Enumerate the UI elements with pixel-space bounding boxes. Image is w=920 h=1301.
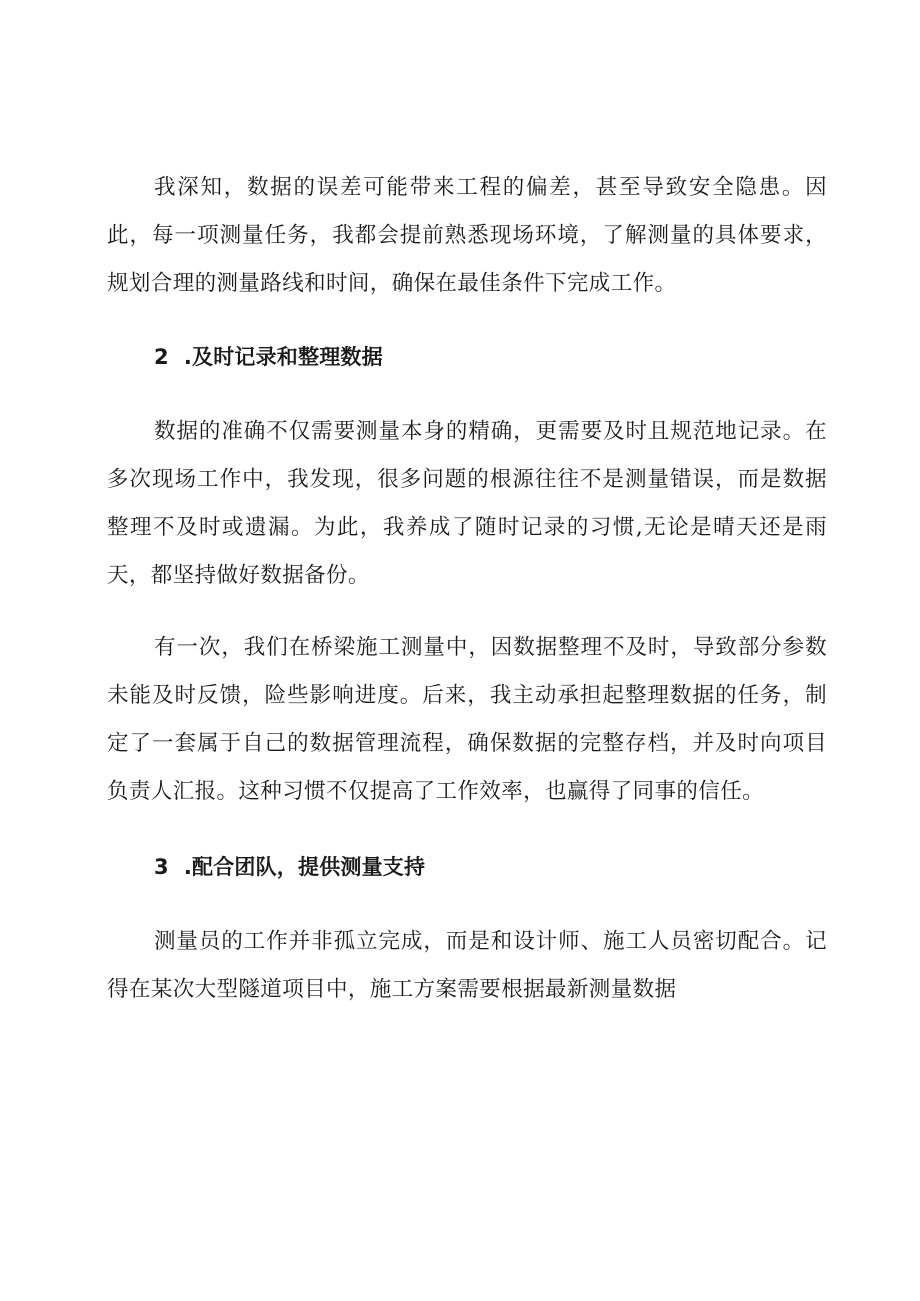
paragraph-1: 我深知，数据的误差可能带来工程的偏差，甚至导致安全隐患。因此，每一项测量任务，我都会提前熟悉现场环境，了解测量的具体要求，规划合理的测量路线和时间，确保在最佳条件下完成工作。 — [107, 175, 827, 296]
paragraph-3: 有一次，我们在桥梁施工测量中，因数据整理不及时，导致部分参数未能及时反馈，险些影响进度。后来，我主动承担起整理数据的任务，制定了一套属于自己的数据管理流程，确保数据的完整存档，并及时向项目负责人汇报。这种习惯不仅提高了工作效率，也赢得了同事的信任。 — [107, 635, 827, 804]
section-heading-2: 2 .及时记录和整理数据 — [154, 345, 383, 369]
paragraph-2: 数据的准确不仅需要测量本身的精确，更需要及时且规范地记录。在多次现场工作中，我发现，很多问题的根源往往不是测量错误，而是数据整理不及时或遗漏。为此，我养成了随时记录的习惯,无论是晴天还是雨天，都坚持做好数据备份。 — [107, 419, 827, 588]
paragraph-4: 测量员的工作并非孤立完成，而是和设计师、施工人员密切配合。记得在某次大型隧道项目中，施工方案需要根据最新测量数据 — [107, 929, 827, 1002]
section-heading-3: 3 .配合团队，提供测量支持 — [154, 855, 426, 879]
document-body — [107, 164, 827, 1014]
